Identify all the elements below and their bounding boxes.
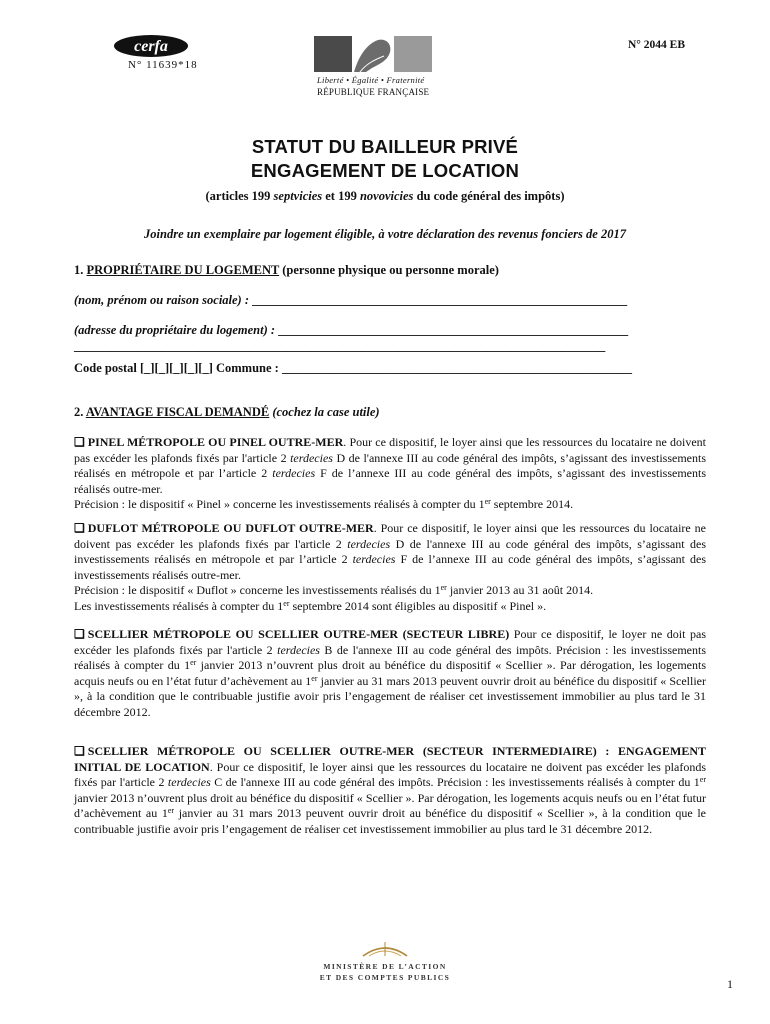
option-duflot: ❑ DUFLOT MÉTROPOLE OU DUFLOT OUTRE-MER. Pour ce dispositif, le loyer ainsi que les ressources du locataire ne doivent pas excéder les plafonds fixés par l'article 2 terdecies D de l'annexe III au code général des impôts, s’agissant des investissements réalisés en métropole et par l’article 2 terdecies F de l’annexe III au code général des impôts, s’agissant des investissements réalisés outre-mer. Précision : le dispositif « Duflot » concerne les investissements réalisés du 1er janvier 2013 au 31 août 2014. Les investissements réalisés à compter du 1er septembre 2014 sont éligibles au dispositif « Pinel ».: [74, 521, 707, 613]
cerfa-logo: [112, 34, 190, 58]
owner-address-line2-field[interactable]: _____________________________________________________________________________________: [74, 339, 606, 353]
scellier-intermediaire-checkbox[interactable]: ❑: [74, 744, 85, 758]
option-scellier-intermediaire: ❑ SCELLIER MÉTROPOLE OU SCELLIER OUTRE-MER (SECTEUR INTERMEDIAIRE) : ENGAGEMENT INITIAL DE LOCATION. Pour ce dispositif, le loyer ainsi que les ressources du locataire ne doivent pas excéder les plafonds fixés par l'article 2 terdecies C de l'annexe III au code général des impôts. Précision : les investissements réalisés à compter du 1er janvier 2013 n’ouvrent plus droit au bénéfice du dispositif « Scellier ». Par dérogation, les logements acquis neufs ou en l’état futur d’achèvement au 1er janvier au 31 mars 2013 peuvent ouvrir droit au bénéfice du dispositif « Scellier », à la condition que le contribuable justifie avoir pris l’engagement de réaliser cet investissement immobilier au plus tard le 31 décembre 2012.: [74, 744, 707, 836]
form-title-line1: STATUT DU BAILLEUR PRIVÉ: [251, 136, 519, 157]
scellier-libre-checkbox[interactable]: ❑: [74, 627, 85, 641]
scellier-intermediaire-heading: SCELLIER MÉTROPOLE OU SCELLIER OUTRE-MER (SECTEUR INTERMEDIAIRE) : ENGAGEMENT INITIAL DE LOCATION: [74, 744, 706, 774]
form-title-line2: ENGAGEMENT DE LOCATION: [250, 160, 520, 181]
option-pinel: ❑ PINEL MÉTROPOLE OU PINEL OUTRE-MER. Pour ce dispositif, le loyer ainsi que les ressources du locataire ne doivent pas excéder les plafonds fixés par l'article 2 terdecies D de l'annexe III au code général des impôts, s’agissant des investissements réalisés en métropole et par l’article 2 terdecies F de l’annexe III au code général des impôts, s’agissant des investissements réalisés outre-mer. Précision : le dispositif « Pinel » concerne les investissements réalisés à compter du 1er septembre 2014.: [74, 435, 707, 512]
section2-heading: 2. AVANTAGE FISCAL DEMANDÉ (cochez la case utile): [74, 405, 380, 419]
duflot-heading: DUFLOT MÉTROPOLE OU DUFLOT OUTRE-MER: [87, 521, 374, 535]
duflot-checkbox[interactable]: ❑: [74, 521, 85, 535]
instructions-note: Joindre un exemplaire par logement éligible, à votre déclaration des revenus fonciers de 2017: [144, 227, 626, 241]
republique-francaise: RÉPUBLIQUE FRANÇAISE: [317, 87, 430, 97]
republic-motto: Liberté • Égalité • Fraternité: [317, 75, 425, 85]
owner-name-field[interactable]: (nom, prénom ou raison sociale) : ____________________________________________________________: [74, 293, 628, 307]
postal-commune-field[interactable]: Code postal [_][_][_][_][_] Commune : ________________________________________________________: [74, 361, 632, 375]
scellier-libre-heading: SCELLIER MÉTROPOLE OU SCELLIER OUTRE-MER (SECTEUR LIBRE): [87, 627, 510, 641]
pinel-checkbox[interactable]: ❑: [74, 435, 85, 449]
owner-address-field[interactable]: (adresse du propriétaire du logement) : ________________________________________________________: [74, 323, 629, 337]
cerfa-logo-text: cerfa: [134, 38, 168, 55]
ministry-name: MINISTÈRE DE L’ACTION ET DES COMPTES PUBLICS: [319, 962, 451, 982]
ministry-emblem-icon: [355, 938, 415, 960]
page-number: 1: [727, 977, 733, 991]
form-subtitle: (articles 199 septvicies et 199 novovicies du code général des impôts): [205, 189, 565, 203]
cerfa-number: N° 11639*18: [128, 59, 198, 71]
section1-heading: 1. PROPRIÉTAIRE DU LOGEMENT (personne physique ou personne morale): [74, 263, 499, 277]
option-scellier-libre: ❑ SCELLIER MÉTROPOLE OU SCELLIER OUTRE-MER (SECTEUR LIBRE) Pour ce dispositif, le loyer ne doit pas excéder les plafonds fixés par l'article 2 terdecies B de l'annexe III au code général des impôts. Précision : les investissements réalisés à compter du 1er janvier 2013 n’ouvrent plus droit au bénéfice du dispositif « Scellier ». Par dérogation, les logements acquis neufs ou en l’état futur d’achèvement au 1er janvier au 31 mars 2013 peuvent ouvrir droit au bénéfice du dispositif « Scellier », à la condition que le contribuable justifie avoir pris l’engagement de réaliser cet investissement immobilier au plus tard le 31 décembre 2012.: [74, 627, 707, 719]
pinel-heading: PINEL MÉTROPOLE OU PINEL OUTRE-MER: [87, 435, 344, 449]
marianne-logo-icon: [314, 34, 432, 74]
form-number: N° 2044 EB: [628, 39, 685, 51]
